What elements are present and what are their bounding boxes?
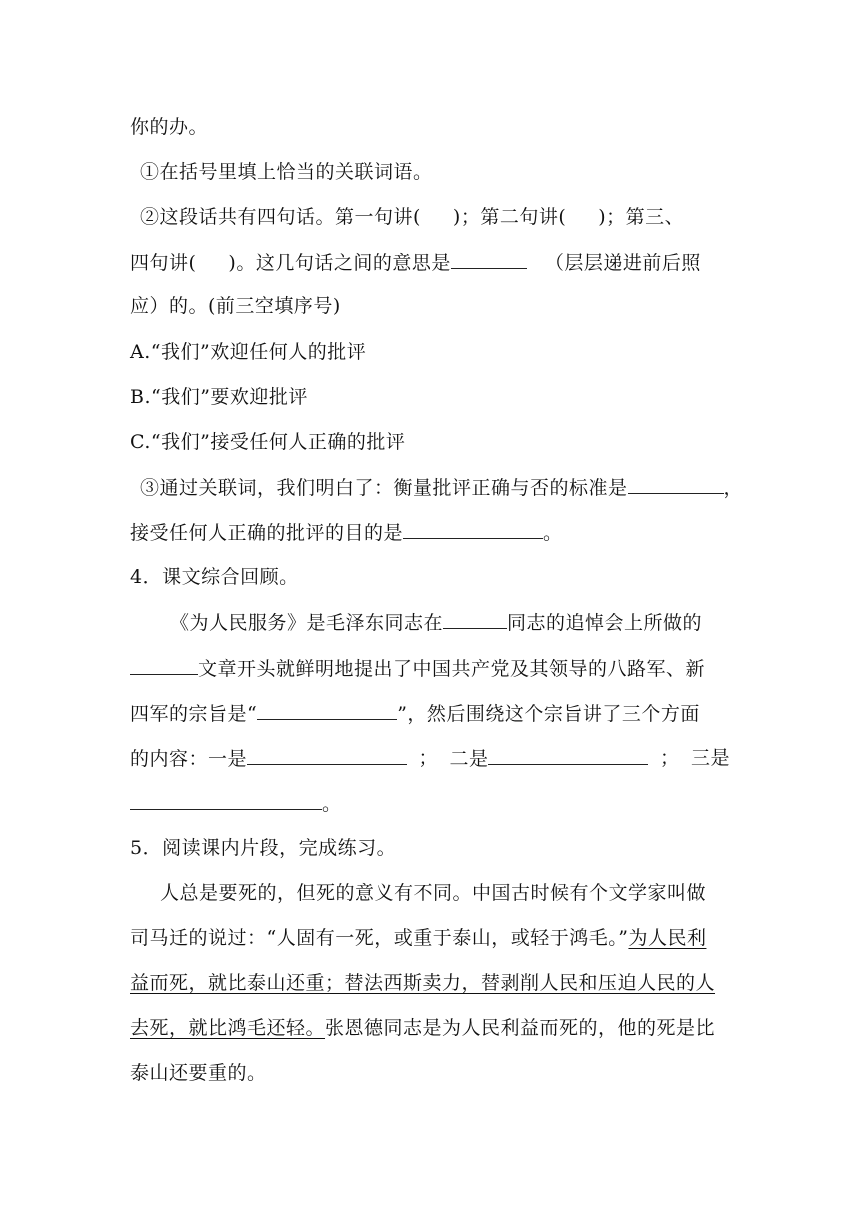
text-segment: 二是 xyxy=(449,748,489,770)
option-c: C.“我们”接受任何人正确的批评 xyxy=(130,431,406,453)
answer-blank[interactable] xyxy=(130,789,322,810)
question-3-2-line3: 应）的。(前三空填序号) xyxy=(130,295,341,317)
text-segment: ②这段话共有四句话。第一句讲( xyxy=(140,206,421,228)
text-segment: 三是 xyxy=(690,747,730,769)
text-segment: ”，然后围绕这个宗旨讲了三个方面 xyxy=(397,703,700,725)
text-segment: 。 xyxy=(543,522,563,544)
question-3-2-line1 xyxy=(140,203,684,231)
text-segment: ， xyxy=(723,477,744,499)
answer-blank[interactable] xyxy=(443,608,507,629)
review-line3 xyxy=(130,699,700,728)
answer-blank[interactable] xyxy=(257,699,397,720)
passage-line3 xyxy=(130,969,715,997)
text-segment: 四句讲( xyxy=(130,252,197,274)
text-segment: )；第三、 xyxy=(598,206,685,228)
answer-blank[interactable] xyxy=(488,744,648,765)
answer-blank[interactable] xyxy=(451,248,527,269)
text-segment: 。 xyxy=(322,793,342,815)
text-segment: 四军的宗旨是“ xyxy=(130,703,258,725)
text-segment: （层层递进前后照 xyxy=(544,252,701,274)
answer-blank[interactable] xyxy=(130,654,198,675)
text-segment: )。这几句话之间的意思是 xyxy=(228,252,451,274)
text-segment: 的内容：一是 xyxy=(130,748,248,770)
answer-blank[interactable] xyxy=(628,473,724,494)
passage-line4 xyxy=(130,1014,715,1042)
question-3-3-line1 xyxy=(140,473,743,502)
text-segment: 接受任何人正确的批评的目的是 xyxy=(130,522,404,544)
review-line5 xyxy=(130,789,342,818)
passage-line2 xyxy=(130,924,706,952)
option-a: A.“我们”欢迎任何人的批评 xyxy=(130,341,367,363)
text-segment: 同志的追悼会上所做的 xyxy=(507,612,703,634)
passage-line5: 泰山还要重的。 xyxy=(130,1062,267,1084)
question-3-2-line2 xyxy=(130,248,701,277)
text-segment: ； xyxy=(418,747,438,769)
underlined-sentence: 益而死，就比泰山还重；替法西斯卖力，替剥削人民和压迫人民的人 xyxy=(130,972,716,994)
answer-blank[interactable] xyxy=(247,744,407,765)
text-line: 你的办。 xyxy=(130,116,209,138)
question-3-1: ①在括号里填上恰当的关联词语。 xyxy=(140,161,433,183)
text-segment: )；第二句讲( xyxy=(452,206,567,228)
question-3-3-line2 xyxy=(130,518,563,547)
text-segment: 文章开头就鲜明地提出了中国共产党及其领导的八路军、新 xyxy=(198,658,706,680)
text-segment: 司马迁的说过：“人固有一死，或重于泰山，或轻于鸿毛。” xyxy=(130,927,629,949)
text-segment: ； xyxy=(659,747,680,769)
underlined-sentence: 为人民利 xyxy=(628,927,707,949)
review-line4 xyxy=(130,744,730,773)
answer-blank[interactable] xyxy=(403,518,543,539)
text-segment: 张恩德同志是为人民利益而死的，他的死是比 xyxy=(325,1017,716,1039)
question-4-heading: 4．课文综合回顾。 xyxy=(130,566,299,588)
passage-line1: 人总是要死的，但死的意义有不同。中国古时候有个文学家叫做 xyxy=(160,882,707,904)
underlined-sentence: 去死，就比鸿毛还轻。 xyxy=(130,1017,326,1039)
review-line2 xyxy=(130,654,705,683)
review-line1 xyxy=(170,608,702,637)
question-5-heading: 5．阅读课内片段，完成练习。 xyxy=(130,837,397,859)
option-b: B.“我们”要欢迎批评 xyxy=(130,386,308,408)
text-segment: ③通过关联词，我们明白了：衡量批评正确与否的标准是 xyxy=(140,477,628,499)
text-segment: 《为人民服务》是毛泽东同志在 xyxy=(170,612,444,634)
